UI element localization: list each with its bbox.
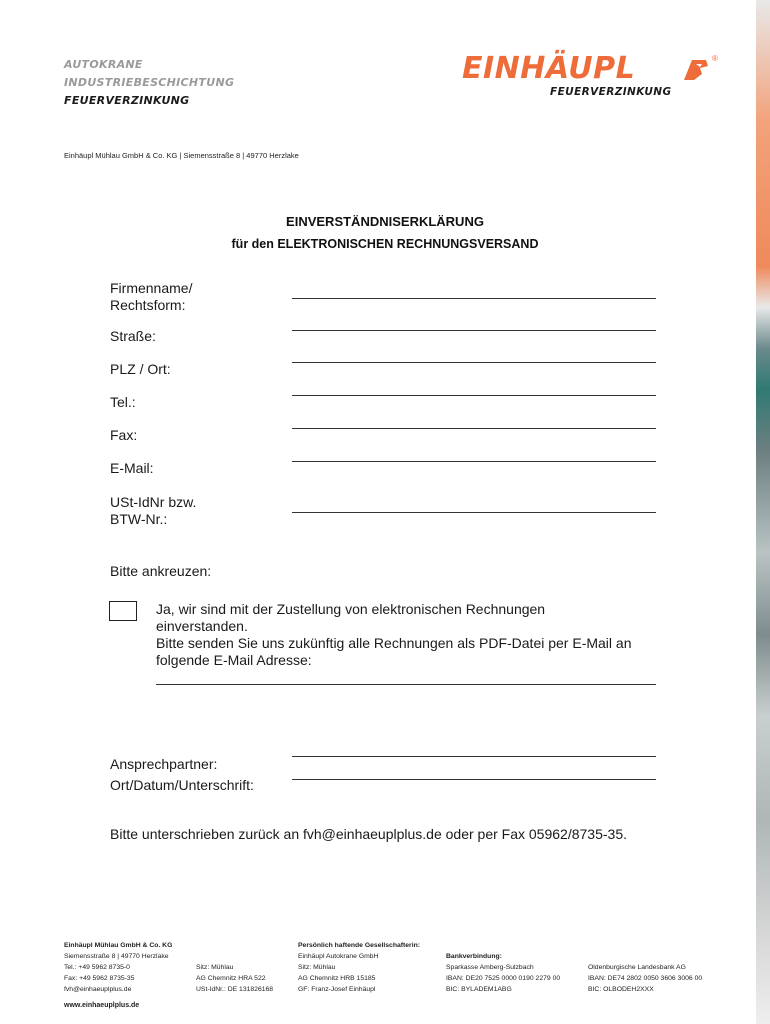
footer-reg-seat: Sitz: Mühlau: [196, 964, 234, 971]
footer-company-address: Siemensstraße 8 | 49770 Herzlake: [64, 953, 169, 960]
business-line-3: FEUERVERZINKUNG: [64, 94, 190, 107]
business-line-2: INDUSTRIEBESCHICHTUNG: [64, 76, 235, 89]
label-fax: Fax:: [110, 427, 138, 443]
footer-company-email: fvh@einhaeuplplus.de: [64, 986, 132, 993]
footer-registration: [196, 962, 273, 995]
footer-bank2-iban: IBAN: DE74 2802 0050 3606 3006 00: [588, 975, 703, 982]
footer-bank-2: [588, 962, 702, 995]
footer-partner-name: Einhäupl Autokrane GmbH: [298, 953, 379, 960]
business-lines: [64, 56, 234, 110]
label-tel: Tel.:: [110, 394, 136, 410]
footer-partner-seat: Sitz: Mühlau: [298, 964, 336, 971]
label-ustid: USt-IdNr bzw. BTW-Nr.:: [110, 494, 197, 527]
logo-subtitle: FEUERVERZINKUNG: [550, 86, 672, 98]
field-firmenname[interactable]: [292, 298, 656, 299]
footer-partner-court: AG Chemnitz HRB 15185: [298, 975, 376, 982]
footer-partner: [298, 940, 420, 995]
label-firmenname: Firmenname/ Rechtsform:: [110, 280, 193, 313]
label-contact: Ansprechpartner:: [110, 756, 218, 772]
footer-company-tel: Tel.: +49 5962 8735-0: [64, 964, 130, 971]
company-logo: [462, 52, 724, 102]
field-strasse[interactable]: [292, 330, 656, 331]
label-strasse: Straße:: [110, 328, 156, 344]
label-email: E-Mail:: [110, 460, 154, 476]
footer-bank-bic: BIC: BYLADEM1ABG: [446, 986, 512, 993]
footer-partner-md: GF: Franz-Josef Einhäupl: [298, 986, 376, 993]
footer-reg-court: AG Chemnitz HRA 522: [196, 975, 266, 982]
sender-address-line: Einhäupl Mühlau GmbH & Co. KG | Siemensstraße 8 | 49770 Herzlake: [64, 151, 299, 160]
closing-instruction: Bitte unterschrieben zurück an fvh@einhaeuplplus.de oder per Fax 05962/8735-35.: [110, 826, 627, 842]
footer-partner-heading: Persönlich haftende Gesellschafterin:: [298, 942, 421, 949]
scan-edge-strip: [756, 0, 770, 1024]
footer-company-fax: Fax: +49 5962 8735-35: [64, 975, 135, 982]
field-tel[interactable]: [292, 395, 656, 396]
logo-wordmark: EINHÄUPL: [462, 51, 636, 86]
footer-bank-iban: IBAN: DE20 7525 0000 0190 2279 00: [446, 975, 561, 982]
field-invoice-email[interactable]: [156, 684, 656, 685]
logo-bird-icon: [680, 56, 710, 84]
footer-bank-1: [446, 951, 560, 995]
label-plz-ort: PLZ / Ort:: [110, 361, 171, 377]
label-place-date-signature: Ort/Datum/Unterschrift:: [110, 777, 254, 793]
field-email[interactable]: [292, 461, 656, 462]
field-place-date-signature[interactable]: [292, 779, 656, 780]
footer-bank2-name: Oldenburgische Landesbank AG: [588, 964, 686, 971]
document-title: EINVERSTÄNDNISERKLÄRUNG: [286, 214, 484, 229]
consent-checkbox[interactable]: [109, 601, 137, 621]
footer-company-name: Einhäupl Mühlau GmbH & Co. KG: [64, 942, 173, 949]
footer-reg-vat: USt-IdNr.: DE 131826168: [196, 986, 274, 993]
footer-company: [64, 940, 172, 995]
field-plz-ort[interactable]: [292, 362, 656, 363]
field-ustid[interactable]: [292, 512, 656, 513]
registered-mark: ®: [712, 54, 718, 63]
footer-website: www.einhaeuplplus.de: [64, 1002, 140, 1009]
document-subtitle: für den ELEKTRONISCHEN RECHNUNGSVERSAND: [231, 237, 539, 251]
footer-bank-name: Sparkasse Amberg-Sulzbach: [446, 964, 534, 971]
checkbox-prompt: Bitte ankreuzen:: [110, 563, 212, 579]
field-fax[interactable]: [292, 428, 656, 429]
consent-text: Ja, wir sind mit der Zustellung von elektronischen Rechnungen einverstanden. Bitte senden Sie uns zukünftig alle Rechnungen als PDF-Datei per E-Mail an folgende E-Mail Adresse:: [156, 601, 632, 668]
footer-bank2-bic: BIC: OLBODEH2XXX: [588, 986, 654, 993]
footer-bank-heading: Bankverbindung:: [446, 953, 502, 960]
business-line-1: AUTOKRANE: [64, 58, 143, 71]
field-contact[interactable]: [292, 756, 656, 757]
